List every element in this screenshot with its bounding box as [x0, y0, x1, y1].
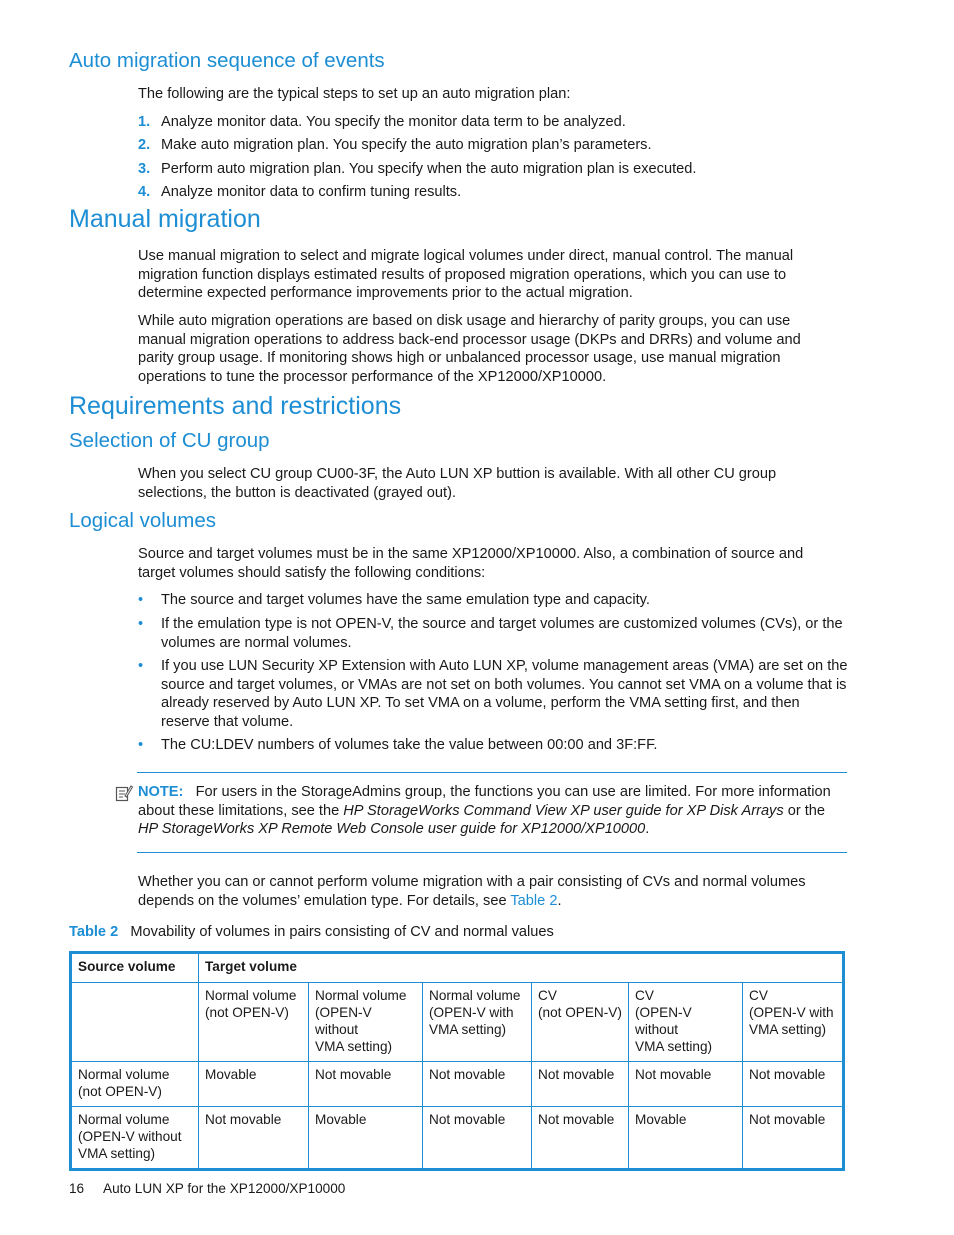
step-item — [138, 183, 461, 201]
source-cell — [71, 1107, 199, 1170]
manual-migration-para-2: While auto migration operations are based on disk usage and hierarchy of parity groups, you can use manual migration operations to address back-end processor usage (DKPs and DRRs) and volume and parity group usage. If monitoring shows high or unbalanced processor usage, use manual migration operations to tune the processor performance of the XP12000/XP10000. — [138, 313, 801, 385]
line: CV — [538, 988, 557, 1003]
list-item-text: If the emulation type is not OPEN-V, the source and target volumes are customized volumes (CVs), or the volumes are normal volumes. — [161, 616, 843, 651]
step-text: Make auto migration plan. You specify the auto migration plan’s parameters. — [161, 137, 652, 153]
table-cell: Not movable — [743, 1062, 844, 1107]
note-text-after: . — [645, 821, 650, 838]
step-number: 1. — [138, 114, 151, 130]
bullet-icon: • — [138, 592, 144, 608]
table-cell: Movable — [199, 1062, 309, 1107]
note-bottom-rule — [137, 852, 847, 853]
line: (OPEN-V without — [78, 1129, 182, 1144]
line: VMA setting) — [78, 1146, 156, 1161]
auto-seq-intro: The following are the typical steps to set up an auto migration plan: — [138, 86, 571, 102]
line: VMA setting) — [749, 1022, 827, 1037]
note-text — [138, 783, 846, 839]
line: CV — [635, 988, 654, 1003]
line: Normal volume — [205, 988, 297, 1003]
heading-manual-migration: Manual migration — [69, 205, 261, 233]
target-col-header — [532, 983, 629, 1062]
target-col-header — [309, 983, 423, 1062]
note-icon — [115, 784, 133, 806]
line: (not OPEN-V) — [78, 1084, 162, 1099]
bullet-icon: • — [138, 658, 144, 674]
step-item — [138, 160, 696, 178]
note-top-rule — [137, 772, 847, 773]
target-col-header — [423, 983, 532, 1062]
target-col-header — [199, 983, 309, 1062]
logical-volumes-para: Source and target volumes must be in the same XP12000/XP10000. Also, a combination of source and target volumes should satisfy the following conditions: — [138, 546, 804, 581]
target-col-header — [629, 983, 743, 1062]
manual-migration-para-1: Use manual migration to select and migrate logical volumes under direct, manual control. The manual migration function displays estimated results of proposed migration operations, which you can use to determine expected performance improvements prior to the actual migration. — [138, 248, 794, 302]
target-col-header — [743, 983, 844, 1062]
step-number: 3. — [138, 161, 151, 177]
header-target-volume: Target volume — [199, 953, 844, 983]
after-note-end: . — [557, 892, 562, 909]
table-2-link[interactable]: Table 2 — [510, 892, 558, 909]
table-cell-empty — [71, 983, 199, 1062]
step-text: Analyze monitor data to confirm tuning results. — [161, 184, 462, 200]
note-text-before: For users in the StorageAdmins group, the functions you can use are limited. For more information about these limitations, see the — [138, 784, 831, 819]
step-text: Perform auto migration plan. You specify when the auto migration plan is executed. — [161, 161, 697, 177]
list-item-text: The CU:LDEV numbers of volumes take the value between 00:00 and 3F:FF. — [161, 737, 658, 753]
line: CV — [749, 988, 768, 1003]
heading-requirements-restrictions: Requirements and restrictions — [69, 392, 402, 420]
step-number: 2. — [138, 137, 151, 153]
cu-group-para: When you select CU group CU00-3F, the Auto LUN XP buttion is available. With all other CU group selections, the button is deactivated (grayed out). — [138, 466, 777, 501]
step-item — [138, 113, 626, 131]
table-header-row — [71, 953, 844, 983]
line: (not OPEN-V) — [538, 1005, 622, 1020]
heading-auto-migration-sequence: Auto migration sequence of events — [69, 49, 385, 72]
table-caption-text: Movability of volumes in pairs consisting of CV and normal values — [130, 924, 554, 940]
table-cell: Not movable — [309, 1062, 423, 1107]
note-italic-rwc-guide: HP StorageWorks XP Remote Web Console user guide for XP12000/XP10000 — [138, 821, 646, 838]
step-text: Analyze monitor data. You specify the monitor data term to be analyzed. — [161, 114, 626, 130]
table-cell: Not movable — [532, 1107, 629, 1170]
page-number: 16 — [69, 1181, 85, 1196]
list-item-text: If you use LUN Security XP Extension with Auto LUN XP, volume management areas (VMA) are set on the source and target volumes, or VMAs are not set on both volumes. You cannot set VMA on a volume that is already reserved by Auto LUN XP. To set VMA on a volume, perform the VMA setting first, and then reserve that volume. — [161, 658, 848, 730]
line: (OPEN-V with — [429, 1005, 514, 1020]
step-item — [138, 136, 652, 154]
list-item-text: The source and target volumes have the same emulation type and capacity. — [161, 592, 650, 608]
footer-title: Auto LUN XP for the XP12000/XP10000 — [103, 1181, 346, 1196]
table-cell: Not movable — [423, 1107, 532, 1170]
line: (OPEN-V without — [635, 1005, 692, 1037]
line: Normal volume — [78, 1067, 170, 1082]
table-cell: Movable — [309, 1107, 423, 1170]
note-italic-cv-guide: HP StorageWorks Command View XP user guide for XP Disk Arrays — [343, 802, 784, 819]
after-note-para — [138, 873, 843, 910]
table-cell: Not movable — [532, 1062, 629, 1107]
table-caption — [69, 923, 554, 942]
table-row — [71, 1107, 844, 1170]
table-subheader-row — [71, 983, 844, 1062]
table-cell: Not movable — [423, 1062, 532, 1107]
page-footer — [69, 1181, 345, 1196]
step-number: 4. — [138, 184, 151, 200]
table-cell: Not movable — [199, 1107, 309, 1170]
heading-logical-volumes: Logical volumes — [69, 509, 216, 532]
line: Normal volume — [429, 988, 521, 1003]
line: VMA setting) — [429, 1022, 507, 1037]
table-row — [71, 1062, 844, 1107]
source-cell — [71, 1062, 199, 1107]
line: Normal volume — [78, 1112, 170, 1127]
heading-selection-cu-group: Selection of CU group — [69, 429, 270, 452]
movability-table — [69, 951, 845, 1171]
note-text-middle: or the — [783, 802, 826, 819]
line: VMA setting) — [635, 1039, 713, 1054]
table-cell: Not movable — [629, 1062, 743, 1107]
table-caption-label: Table 2 — [69, 924, 119, 940]
line: VMA setting) — [315, 1039, 393, 1054]
table-cell: Movable — [629, 1107, 743, 1170]
table-cell: Not movable — [743, 1107, 844, 1170]
bullet-icon: • — [138, 616, 144, 632]
note-label: NOTE: — [138, 784, 184, 800]
bullet-icon: • — [138, 737, 144, 753]
line: (OPEN-V without — [315, 1005, 372, 1037]
after-note-text: Whether you can or cannot perform volume migration with a pair consisting of CVs and normal volumes depends on the volumes’ emulation type. For details, see — [138, 874, 806, 909]
line: (OPEN-V with — [749, 1005, 834, 1020]
header-source-volume: Source volume — [71, 953, 199, 983]
line: Normal volume — [315, 988, 407, 1003]
line: (not OPEN-V) — [205, 1005, 289, 1020]
